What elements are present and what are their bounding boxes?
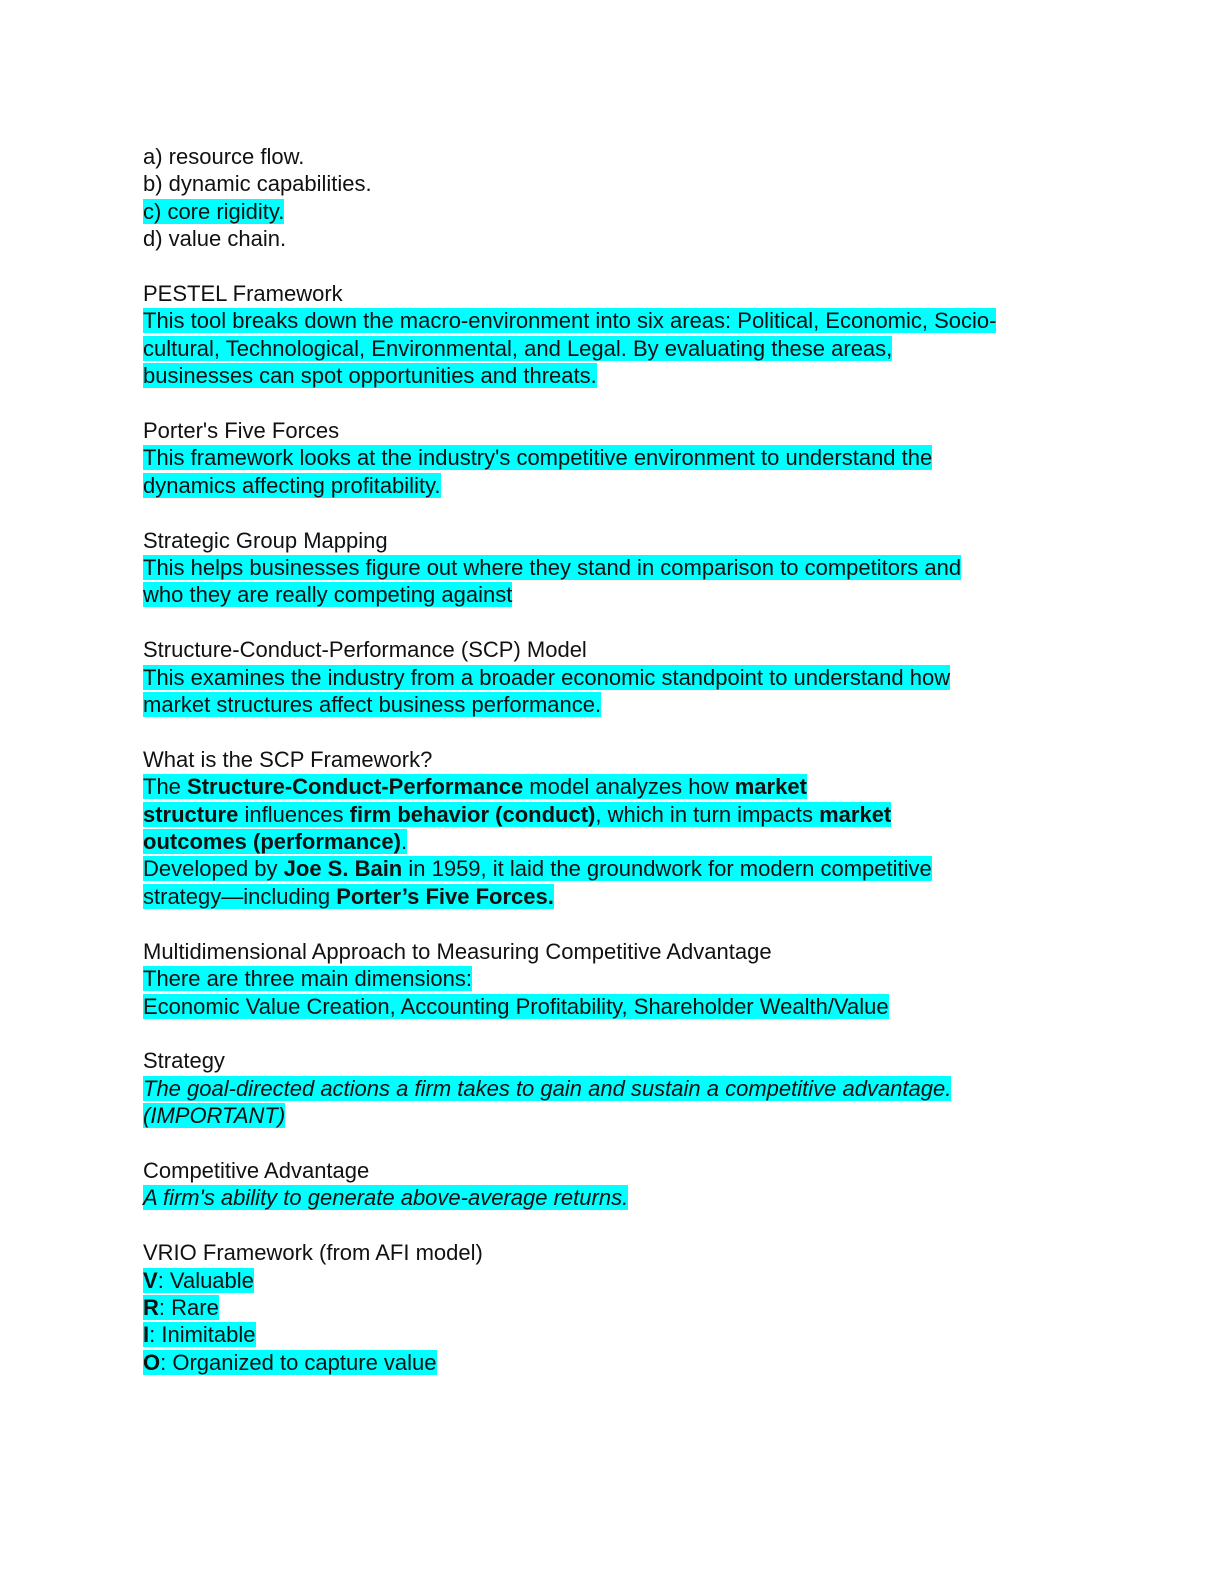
- section-text-line: Economic Value Creation, Accounting Profitability, Shareholder Wealth/Value: [143, 993, 889, 1019]
- section-heading: Porter's Five Forces: [143, 418, 340, 444]
- section-text-line: The Structure-Conduct-Performance model analyzes how market: [143, 774, 807, 800]
- section-text-line: outcomes (performance).: [143, 829, 408, 855]
- section-text-line: The goal-directed actions a firm takes to gain and sustain a competitive advantage.: [143, 1075, 952, 1101]
- section-text-line: structure influences firm behavior (conduct), which in turn impacts market: [143, 801, 892, 827]
- section-heading: Competitive Advantage: [143, 1157, 370, 1183]
- highlighted-answer: c) core rigidity.: [143, 198, 285, 224]
- section-competitive-advantage: [143, 1157, 1103, 1212]
- section-pestel: [143, 280, 1103, 390]
- section-heading: Strategy: [143, 1048, 225, 1074]
- section-heading: Multidimensional Approach to Measuring Competitive Advantage: [143, 938, 772, 964]
- section-text-line: cultural, Technological, Environmental, and Legal. By evaluating these areas,: [143, 335, 893, 361]
- section-text-line: strategy—including Porter’s Five Forces.: [143, 883, 554, 909]
- vrio-item: I: Inimitable: [143, 1322, 256, 1348]
- section-multidimensional-approach: [143, 938, 1103, 1020]
- section-text-line: who they are really competing against: [143, 582, 513, 608]
- section-heading: Strategic Group Mapping: [143, 527, 388, 553]
- section-text-line: Developed by Joe S. Bain in 1959, it laid the groundwork for modern competitive: [143, 856, 932, 882]
- section-text-line: market structures affect business performance.: [143, 692, 602, 718]
- section-text-line: This examines the industry from a broader economic standpoint to understand how: [143, 664, 951, 690]
- quiz-option-a: a) resource flow.: [143, 144, 305, 169]
- quiz-options: [143, 143, 1103, 253]
- vrio-item: O: Organized to capture value: [143, 1349, 437, 1375]
- section-text-line: This helps businesses figure out where they stand in comparison to competitors and: [143, 555, 962, 581]
- document-body: [143, 143, 1103, 1376]
- section-text-line: businesses can spot opportunities and threats.: [143, 363, 597, 389]
- section-text-line: This framework looks at the industry's competitive environment to understand the: [143, 445, 933, 471]
- section-heading: What is the SCP Framework?: [143, 746, 433, 772]
- section-text-line: This tool breaks down the macro-environment into six areas: Political, Economic, Socio-: [143, 308, 997, 334]
- quiz-option-d: d) value chain.: [143, 226, 287, 252]
- quiz-option-c-answer: [143, 198, 1103, 225]
- section-text-line: There are three main dimensions:: [143, 966, 472, 992]
- vrio-item: R: Rare: [143, 1294, 219, 1320]
- section-heading: VRIO Framework (from AFI model): [143, 1240, 483, 1266]
- section-vrio: [143, 1239, 1103, 1376]
- section-heading: Structure-Conduct-Performance (SCP) Model: [143, 637, 587, 663]
- vrio-item: V: Valuable: [143, 1267, 254, 1293]
- section-strategy: [143, 1047, 1103, 1129]
- section-text-line: dynamics affecting profitability.: [143, 472, 441, 498]
- section-porters-five-forces: [143, 417, 1103, 499]
- section-scp-model: [143, 636, 1103, 718]
- section-text-line: A firm's ability to generate above-average returns.: [143, 1185, 629, 1211]
- section-heading: PESTEL Framework: [143, 281, 343, 307]
- quiz-option-b: b) dynamic capabilities.: [143, 171, 372, 197]
- section-text-line: (IMPORTANT): [143, 1103, 286, 1129]
- section-strategic-group-mapping: [143, 527, 1103, 609]
- section-scp-framework: [143, 746, 1103, 910]
